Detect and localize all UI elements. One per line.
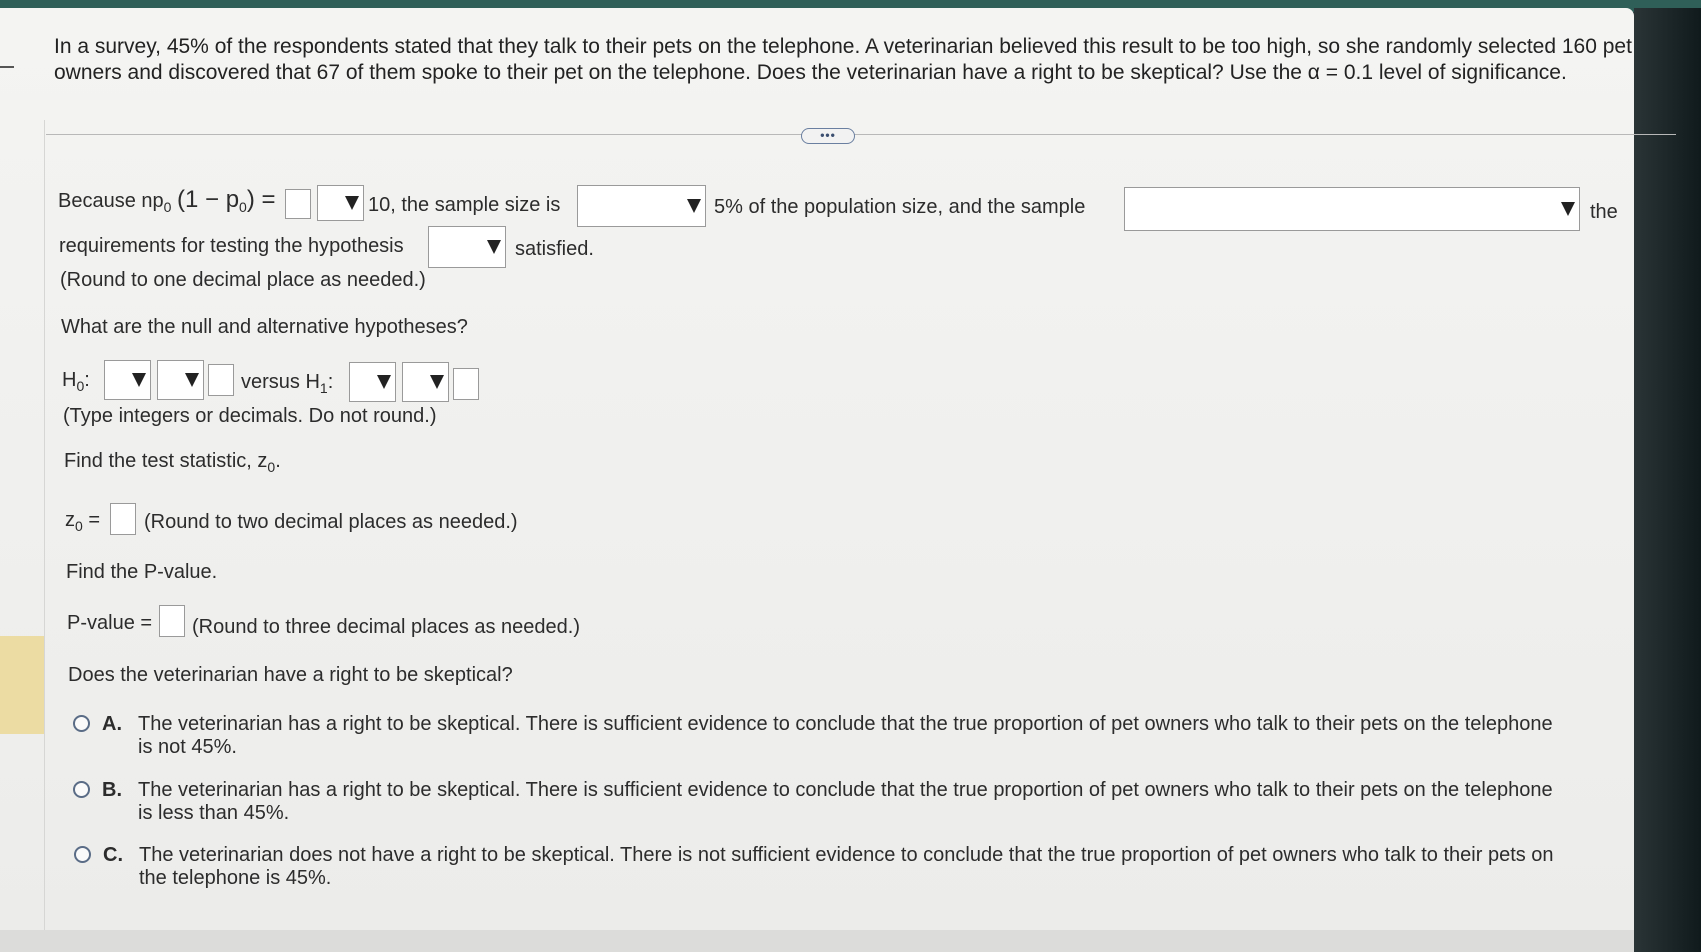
- chevron-down-icon: [430, 375, 444, 389]
- requirements-satisfied-dropdown[interactable]: [428, 226, 506, 268]
- chevron-down-icon: [185, 373, 199, 387]
- h0-operator-dropdown[interactable]: [157, 360, 204, 400]
- sample-type-dropdown[interactable]: [1124, 187, 1580, 231]
- left-margin-mark: [0, 66, 14, 68]
- pvalue-input[interactable]: [159, 605, 185, 637]
- because-prefix: Because np: [58, 190, 164, 212]
- sample-size-comparison-dropdown[interactable]: [577, 185, 706, 227]
- h1-parameter-dropdown[interactable]: [349, 362, 396, 402]
- choice-a-radio[interactable]: [73, 715, 90, 732]
- test-statistic-question: Find the test statistic, $z_0$.: [64, 450, 281, 475]
- h1-value-input[interactable]: [453, 368, 479, 400]
- h0-value-input[interactable]: [208, 364, 234, 396]
- problem-statement: [54, 34, 1674, 86]
- sample-size-sentence: [58, 188, 276, 219]
- expand-more-button[interactable]: •••: [801, 128, 855, 144]
- p0-sub: 0: [163, 199, 172, 215]
- paren-close: ) =: [246, 186, 276, 213]
- np-comparison-dropdown[interactable]: [317, 185, 364, 221]
- choice-c-letter: C.: [103, 844, 123, 866]
- h0-label: $H_0$:: [62, 369, 90, 394]
- skeptical-question: Does the veterinarian have a right to be skeptical?: [68, 664, 513, 686]
- ten-text: 10, the sample size is: [368, 194, 561, 216]
- requirements-text: requirements for testing the hypothesis: [59, 235, 404, 257]
- h1-label: versus $H_1$:: [241, 371, 334, 396]
- screen-edge: [1634, 8, 1701, 952]
- choice-a-letter: A.: [102, 713, 122, 735]
- pvalue-question: Find the P-value.: [66, 561, 218, 583]
- pvalue-label: P-value =: [67, 612, 153, 634]
- chevron-down-icon: [345, 196, 359, 210]
- chevron-down-icon: [1561, 202, 1575, 216]
- the-text: the: [1590, 201, 1618, 223]
- chevron-down-icon: [132, 373, 146, 387]
- h1-operator-dropdown[interactable]: [402, 362, 449, 402]
- paren-open: (1 − p: [177, 186, 240, 213]
- chevron-down-icon: [687, 199, 701, 213]
- round-one-decimal-note: (Round to one decimal place as needed.): [60, 269, 426, 291]
- problem-line-1: In a survey, 45% of the respondents stated that they talk to their pets on the telephone. A veterinarian believed this result to be too high, so she randomly selected 160 pet: [54, 35, 1632, 58]
- h0-parameter-dropdown[interactable]: [104, 360, 151, 400]
- z0-input[interactable]: [110, 503, 136, 535]
- choice-c-radio[interactable]: [74, 846, 91, 863]
- population-size-text: 5% of the population size, and the sample: [714, 196, 1086, 218]
- np-value-input[interactable]: [285, 189, 311, 219]
- choice-b-radio[interactable]: [73, 781, 90, 798]
- left-border-line: [44, 120, 45, 932]
- hypotheses-question: What are the null and alternative hypotheses?: [61, 316, 468, 338]
- chevron-down-icon: [377, 375, 391, 389]
- satisfied-text: satisfied.: [515, 238, 594, 260]
- hypotheses-note: (Type integers or decimals. Do not round.): [63, 405, 437, 427]
- z0-round-note: (Round to two decimal places as needed.): [144, 511, 518, 533]
- p0-sub-2: 0: [239, 199, 247, 215]
- chevron-down-icon: [487, 240, 501, 254]
- choice-b-text[interactable]: The veterinarian has a right to be skeptical. There is sufficient evidence to conclude that the true proportion of pet owners who talk to their pets on the telephone is less than 45%.: [138, 779, 1553, 824]
- z0-label: $z_0$ =: [65, 509, 101, 534]
- problem-line-2: owners and discovered that 67 of them spoke to their pet on the telephone. Does the veterinarian have a right to be skeptical? Use the α = 0.1 level of significance.: [54, 61, 1567, 84]
- section-divider: [46, 134, 1676, 135]
- pvalue-round-note: (Round to three decimal places as needed.): [192, 616, 581, 638]
- choice-b-letter: B.: [102, 779, 122, 801]
- choice-c-text[interactable]: The veterinarian does not have a right to be skeptical. There is not sufficient evidence to conclude that the true proportion of pet owners who talk to their pets on the telephone is 45%.: [139, 844, 1554, 889]
- bottom-shade: [0, 930, 1634, 952]
- choice-a-text[interactable]: The veterinarian has a right to be skeptical. There is sufficient evidence to conclude that the true proportion of pet owners who talk to their pets on the telephone is not 45%.: [138, 713, 1553, 758]
- left-highlight-strip: [0, 636, 44, 734]
